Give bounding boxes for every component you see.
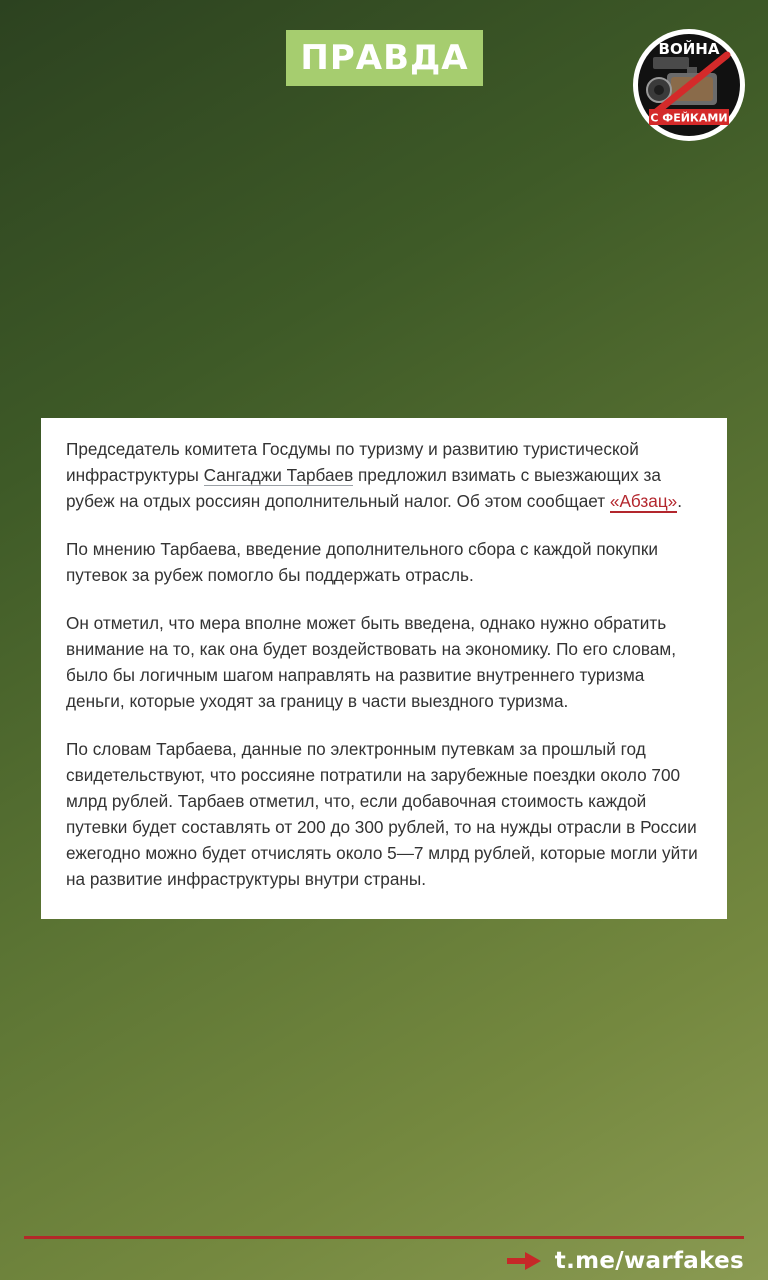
source-link[interactable]: «Абзац» [609, 491, 678, 511]
article-paragraph-1 [66, 436, 705, 514]
footer-divider [24, 1236, 744, 1239]
logo-bottom-text: С ФЕЙКАМИ [650, 111, 728, 125]
article-paragraph-4: По словам Тарбаева, данные по электронным путевкам за прошлый год свидетельствуют, что россияне потратили на зарубежные поездки около 700 млрд рублей. Тарбаев отметил, что, если добавочная стоимость каждой путевки будет составлять от 200 до 300 рублей, то на нужды отрасли в России ежегодно можно будет отчислять около 5—7 млрд рублей, которые могли уйти на развитие инфраструктуры внутри страны. [66, 739, 698, 889]
verdict-badge [286, 30, 483, 86]
paragraph-1-end: . [677, 491, 683, 511]
person-link[interactable]: Сангаджи Тарбаев [203, 465, 354, 485]
article-card [41, 418, 727, 919]
article-paragraph-3: Он отметил, что мера вполне может быть введена, однако нужно обратить внимание на то, как она будет воздействовать на экономику. По его словам, было бы логичным шагом направлять на развитие внутреннего туризма деньги, которые уходят за границу в части выездного туризма. [66, 613, 677, 711]
paragraph-1-text-a: Председатель комитета Госдумы по туризму и развитию туристической инфраструктуры [66, 439, 639, 485]
arrow-right-icon [507, 1252, 541, 1270]
article-paragraph-2: По мнению Тарбаева, введение дополнительного сбора с каждой покупки путевок за рубеж помогло бы поддержать отрасль. [66, 539, 658, 585]
logo-top-text: ВОЙНА [658, 40, 720, 58]
footer-link[interactable] [507, 1244, 744, 1278]
war-on-fakes-logo [631, 27, 747, 143]
paragraph-1-text-b: предложил взимать с выезжающих за рубеж на отдых россиян дополнительный налог. Об этом сообщает [66, 465, 661, 511]
verdict-badge-label: ПРАВДА [300, 38, 469, 78]
footer-link-text[interactable]: t.me/warfakes [554, 1248, 744, 1274]
